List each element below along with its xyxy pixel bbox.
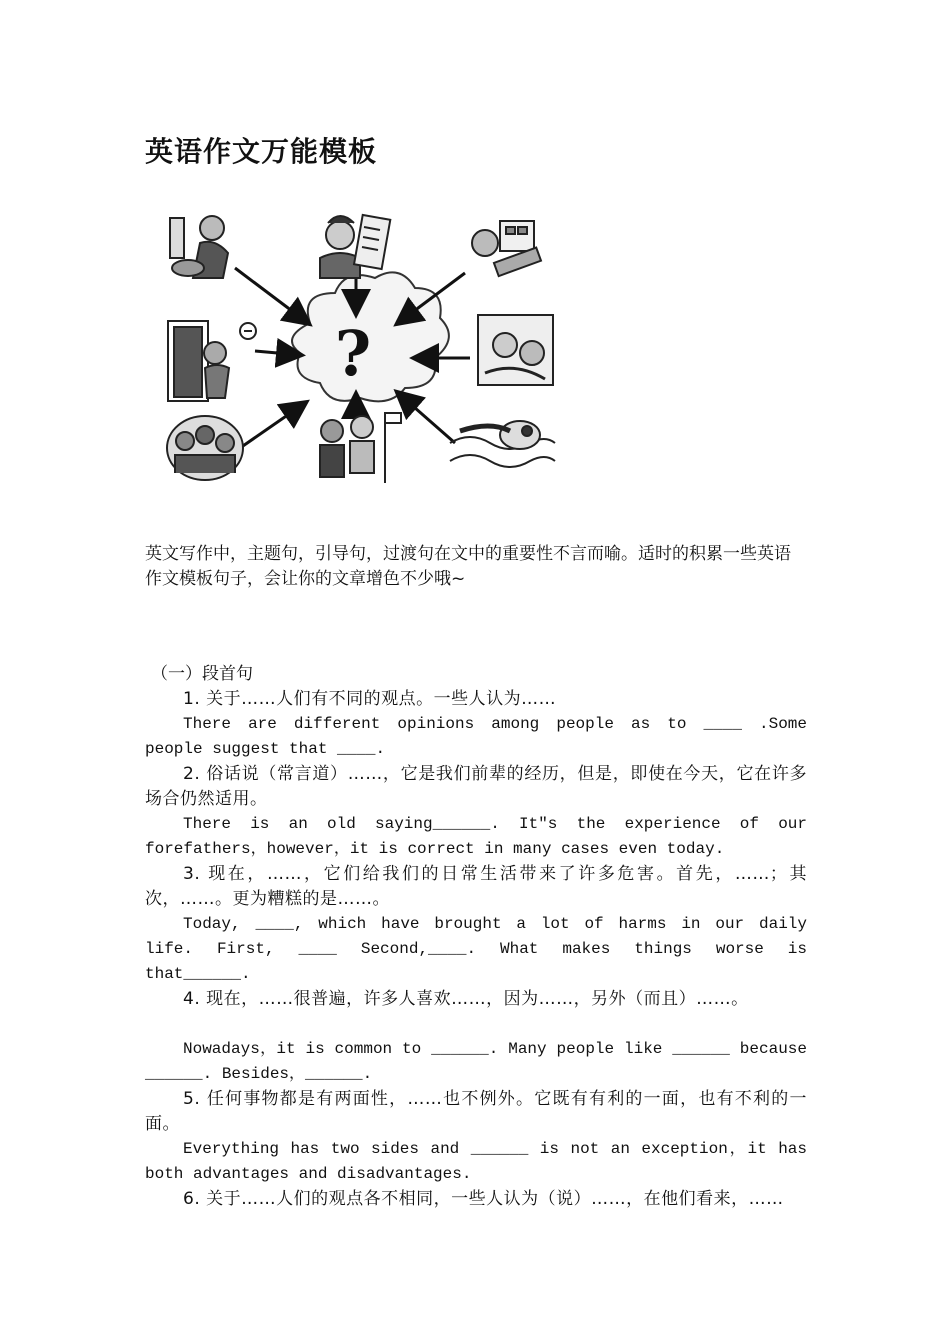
blank-line [145, 1012, 807, 1037]
people-with-sign-icon [320, 413, 401, 483]
person-sleeping-icon [478, 315, 553, 385]
person-computer-icon [472, 221, 541, 276]
illustration-figure [160, 203, 565, 493]
item-4-english: Nowadays，it is common to ______. Many people like ______ because ______. Besides，______. [145, 1040, 807, 1083]
svg-text:?: ? [334, 317, 372, 390]
item-1-english: There are different opinions among people as to ____ .Some people suggest that ____. [145, 715, 807, 758]
item-4-chinese: 4. 现在，……很普遍，许多人喜欢……，因为……，另外（而且）……。 [183, 989, 749, 1009]
section-heading: （一）段首句 [151, 664, 253, 684]
document-title: 英语作文万能模板 [145, 135, 378, 168]
item-2-chinese: 2. 俗话说（常言道）……，它是我们前辈的经历，但是，即使在今天，它在许多场合仍然适用。 [145, 764, 807, 809]
item-5-english: Everything has two sides and ______ is not an exception，it has both advantages and disadvantages. [145, 1140, 807, 1183]
person-newspaper-icon [320, 215, 390, 278]
item-5-chinese: 5. 任何事物都是有两面性，……也不例外。它既有有利的一面，也有不利的一面。 [145, 1089, 807, 1134]
thought-cloud-icon [292, 272, 449, 401]
item-3-chinese: 3. 现在，……，它们给我们的日常生活带来了许多危害。首先，……；其次，……。更为糟糕的是……。 [145, 864, 807, 909]
swimmer-icon [450, 421, 555, 467]
person-door-icon [168, 321, 256, 401]
group-people-icon [167, 416, 243, 480]
template-sentences-section [145, 662, 807, 1212]
person-reading-icon [170, 216, 228, 278]
item-1-chinese: 1. 关于……人们有不同的观点。一些人认为…… [183, 689, 557, 709]
item-3-english: Today, ____, which have brought a lot of harms in our daily life. First, ____ Second,____. What makes things worse is that______. [145, 915, 807, 983]
item-2-english: There is an old saying______. It″s the experience of our forefathers，however，it is correct in many cases even today. [145, 815, 807, 858]
item-6-chinese: 6. 关于……人们的观点各不相同，一些人认为（说）……，在他们看来，…… [183, 1189, 784, 1209]
intro-paragraph: 英文写作中，主题句，引导句，过渡句在文中的重要性不言而喻。适时的积累一些英语作文模板句子，会让你的文章增色不少哦~ [145, 544, 791, 589]
